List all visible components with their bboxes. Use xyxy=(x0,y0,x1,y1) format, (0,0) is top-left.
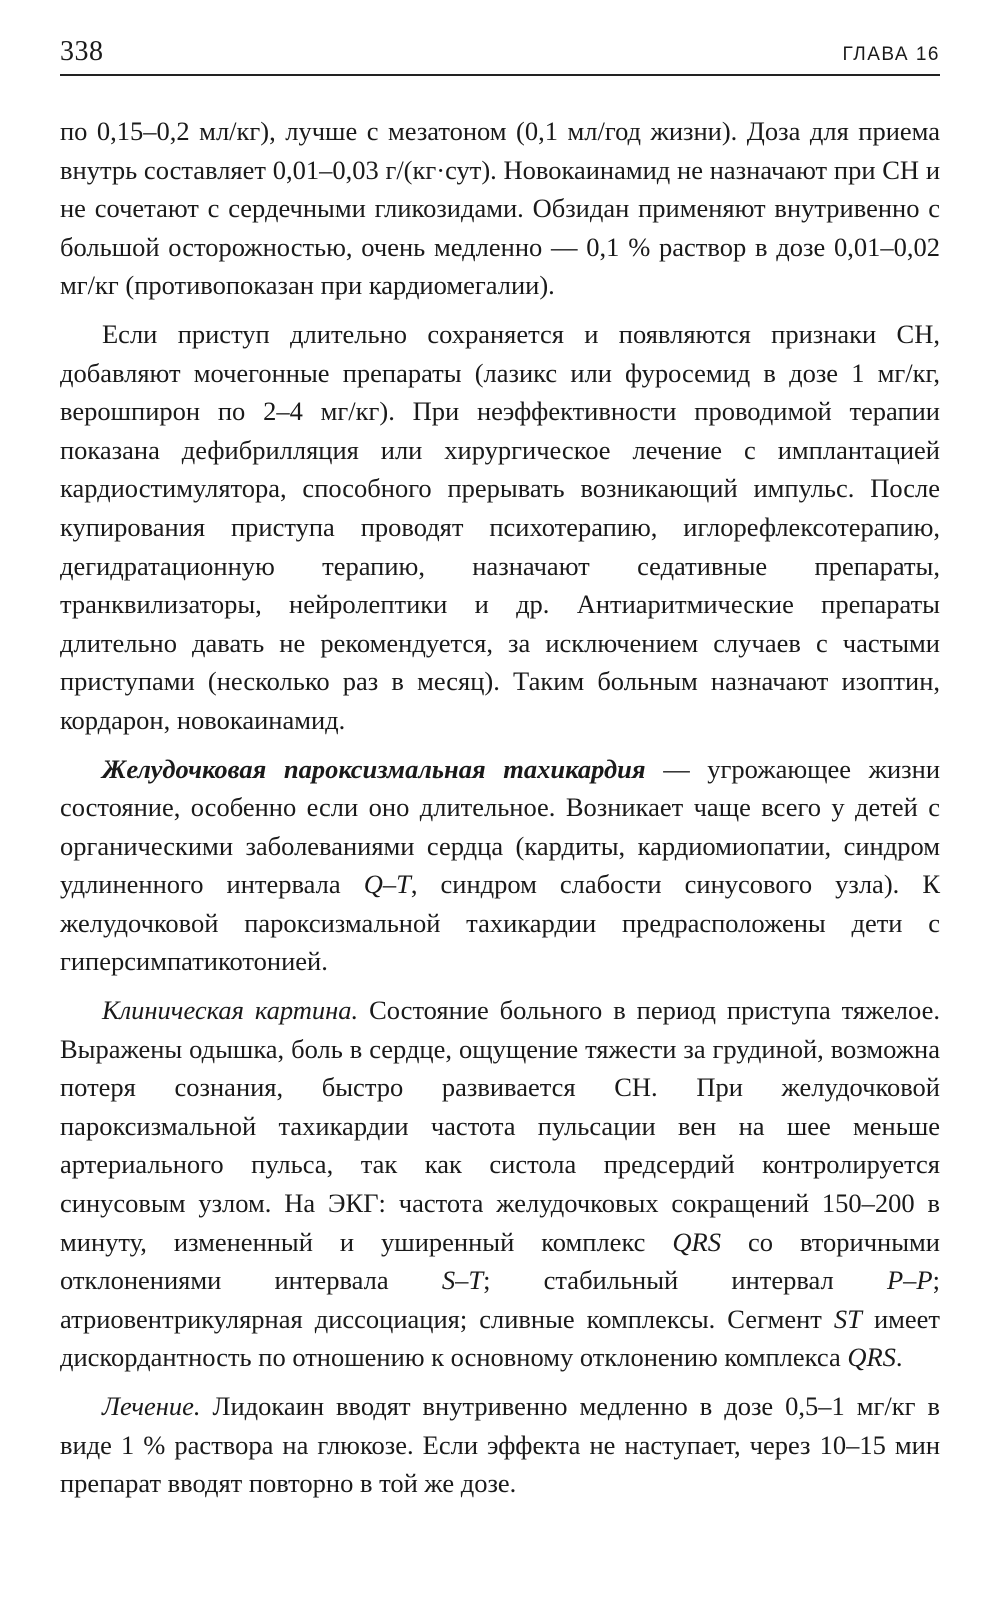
text-segment: Лидокаин вводят внутривенно медленно в дозе 0,5–1 мг/кг в виде 1 % раствора на глюкозе. Если эффекта не наступает, через 10–15 мин препарат вводят повторно в той же дозе. xyxy=(60,1391,940,1499)
text-segment: ; атриовентрикулярная диссоциация; сливные комплексы. Сегмент xyxy=(60,1265,940,1334)
paragraph-dosage-continuation: по 0,15–0,2 мл/кг), лучше с мезатоном (0,1 мл/год жизни). Доза для приема внутрь составляет 0,01–0,03 г/(кг·сут). Новокаинамид не назначают при СН и не сочетают с сердечными гликозидами. Обзидан применяют внутривенно с большой осторожностью, очень медленно — 0,1 % раствор в дозе 0,01–0,02 мг/кг (противопоказан при кардиомегалии). xyxy=(60,116,940,301)
ecg-term-st: ST xyxy=(833,1303,862,1334)
page-header xyxy=(60,36,940,76)
running-head: ГЛАВА 16 xyxy=(842,44,940,65)
text-segment: ; стабильный интервал xyxy=(483,1265,887,1296)
ecg-term-qt: Q–T xyxy=(363,869,411,900)
text-segment: , синдром слабости синусового узла). К желудочковой пароксизмальной тахикардии предрасположены дети с гиперсимпатикотонией. xyxy=(60,869,940,977)
text-segment: со вторичными отклонениями интервала xyxy=(60,1226,940,1296)
subheading-clinical-picture: Клиническая картина. xyxy=(102,995,359,1026)
text-segment: имеет дискордантность по отношению к основному отклонению комплекса xyxy=(60,1303,941,1373)
page-number: 338 xyxy=(60,36,104,67)
ecg-term-p-p: P–P xyxy=(886,1265,933,1296)
text-segment: Состояние больного в период приступа тяжелое. Выражены одышка, боль в сердце, ощущение тяжести за грудиной, возможна потеря сознания, быстро развивается СН. При желудочковой пароксизмальной тахикардии частота пульсации вен на шее меньше артериального пульса, так как систола предсердий контролируется синусовым узлом. На ЭКГ: частота желудочковых сокращений 150–200 в минуту, измененный и уширенный комплекс xyxy=(60,995,940,1257)
paragraph-clinical-picture xyxy=(60,991,940,1377)
subheading-treatment: Лечение. xyxy=(102,1391,201,1421)
ecg-term-qrs: QRS xyxy=(847,1342,896,1373)
text-segment: — угрожающее жизни состояние, особенно если оно длительное. Возникает чаще всего у детей с органическими заболеваниями сердца (кардиты, кардиомиопатии, синдром удлиненного интервала xyxy=(60,753,940,900)
ecg-term-qrs: QRS xyxy=(672,1226,721,1257)
ecg-term-s-t: S–T xyxy=(441,1265,484,1296)
paragraph-persistent-attack: Если приступ длительно сохраняется и появляются признаки СН, добавляют мочегонные препараты (лазикс или фуросемид в дозе 1 мг/кг, верошпирон по 2–4 мг/кг). При неэффективности проводимой терапии показана дефибрилляция или хирургическое лечение с имплантацией кардиостимулятора, способного прерывать возникающий импульс. После купирования приступа проводят психотерапию, иглорефлексотерапию, дегидратационную терапию, назначают седативные препараты, транквилизаторы, нейролептики и др. Антиаритмические препараты длительно давать не рекомендуется, за исключением случаев с частыми приступами (несколько раз в месяц). Таким больным назначают изоптин, кордарон, новокаинамид. xyxy=(60,318,940,735)
header-rule xyxy=(60,74,940,76)
paragraph-ventricular-tachycardia xyxy=(60,750,940,982)
text-segment: . xyxy=(895,1342,903,1373)
term-ventricular-tachycardia: Желудочковая пароксизмальная тахикардия xyxy=(102,753,646,784)
paragraph-treatment xyxy=(60,1387,940,1503)
body-text xyxy=(60,112,940,1513)
book-page xyxy=(60,0,940,1600)
